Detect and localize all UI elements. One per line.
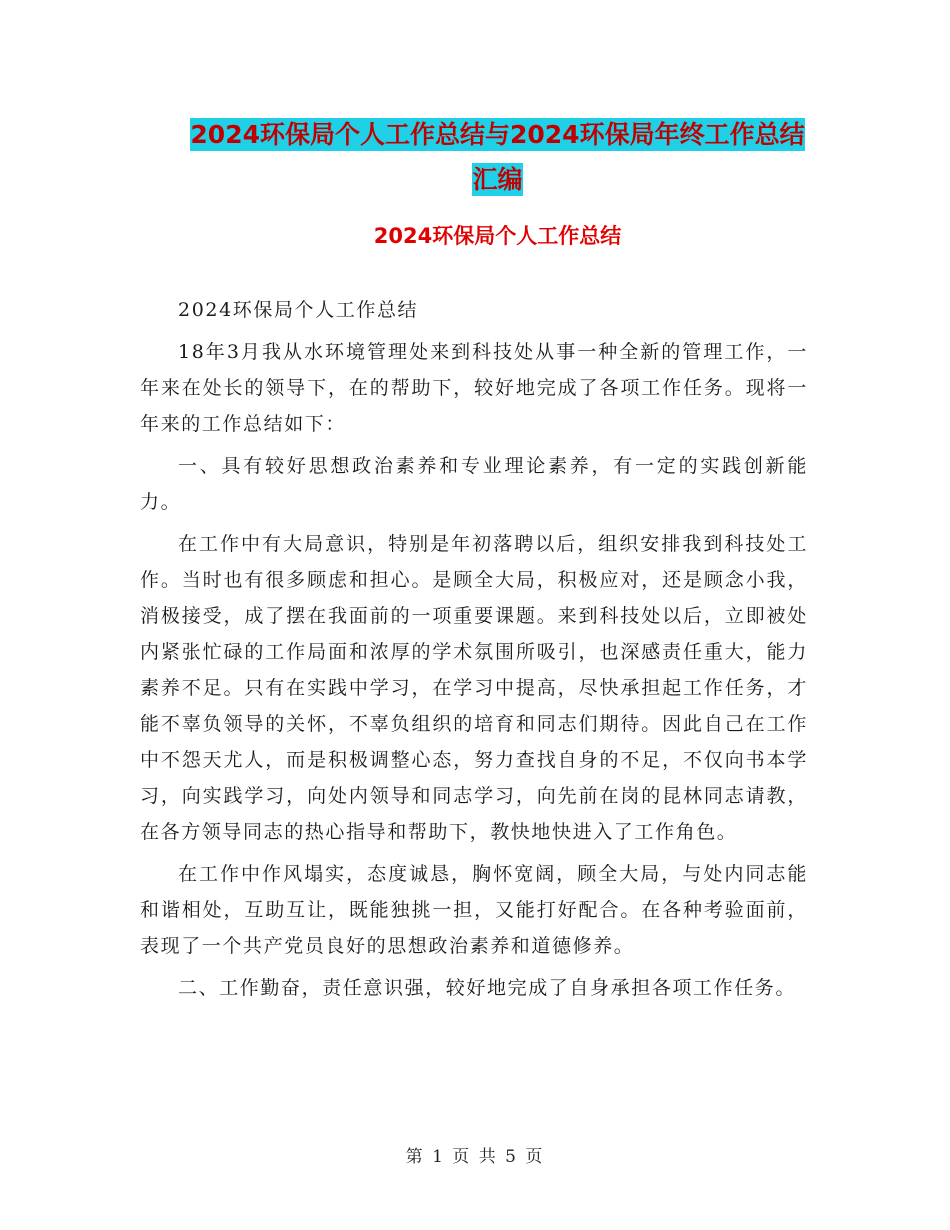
- paragraph-heading-1: 一、具有较好思想政治素养和专业理论素养，有一定的实践创新能力。: [140, 455, 808, 513]
- paragraph: 18年3月我从水环境管理处来到科技处从事一种全新的管理工作，一年来在处长的领导下，在的帮助下，较好地完成了各项工作任务。现将一年来的工作总结如下：: [140, 341, 808, 435]
- paragraph-heading-2: 二、工作勤奋，责任意识强，较好地完成了自身承担各项工作任务。: [178, 977, 797, 999]
- paragraph: 在工作中有大局意识，特别是年初落聘以后，组织安排我到科技处工作。当时也有很多顾虑和担心。是顾全大局，积极应对，还是顾念小我，消极接受，成了摆在我面前的一项重要课题。来到科技处以后，立即被处内紧张忙碌的工作局面和浓厚的学术氛围所吸引，也深感责任重大，能力素养不足。只有在实践中学习，在学习中提高，尽快承担起工作任务，才能不辜负领导的关怀，不辜负组织的培育和同志们期待。因此自己在工作中不怨天尤人，而是积极调整心态，努力查找自身的不足，不仅向书本学习，向实践学习，向处内领导和同志学习，向先前在岗的昆林同志请教，在各方领导同志的热心指导和帮助下，教快地快进入了工作角色。: [140, 533, 808, 843]
- document-title: [140, 112, 855, 202]
- document-title-line-1: 2024环保局个人工作总结与2024环保局年终工作总结: [190, 120, 805, 149]
- paragraph-subtitle: 2024环保局个人工作总结: [178, 299, 419, 321]
- document-title-line-2: 汇编: [472, 165, 523, 194]
- section-title: 2024环保局个人工作总结: [373, 224, 622, 248]
- document-body: [140, 292, 808, 1012]
- paragraph: 在工作中作风塌实，态度诚恳，胸怀宽阔，顾全大局，与处内同志能和谐相处，互助互让，既能独挑一担，又能打好配合。在各种考验面前，表现了一个共产党员良好的思想政治素养和道德修养。: [140, 863, 808, 957]
- page-footer: 第 1 页 共 5 页: [405, 1147, 545, 1167]
